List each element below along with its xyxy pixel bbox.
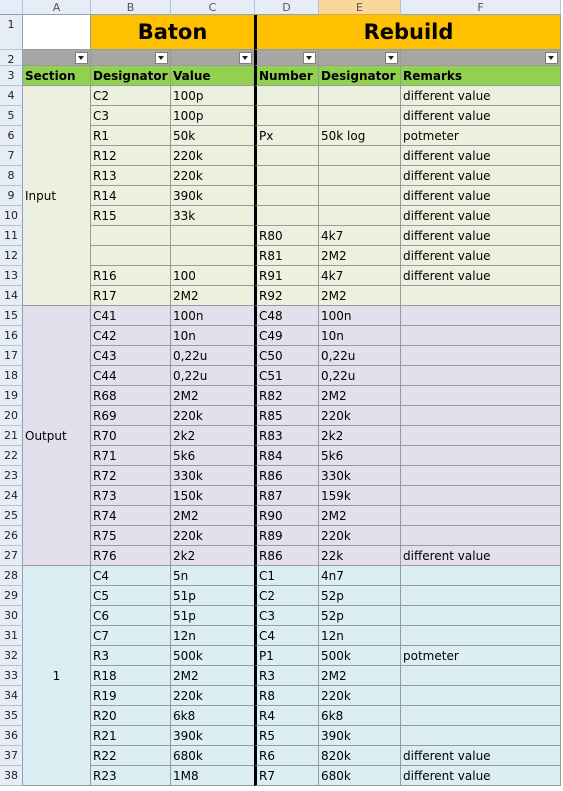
- table-cell[interactable]: [401, 346, 561, 366]
- table-cell[interactable]: C42: [91, 326, 171, 346]
- table-cell[interactable]: 10n: [171, 326, 255, 346]
- column-header-f[interactable]: F: [401, 0, 561, 15]
- column-header-d[interactable]: D: [255, 0, 319, 15]
- row-header-30[interactable]: 30: [0, 606, 23, 626]
- table-cell[interactable]: R75: [91, 526, 171, 546]
- table-cell[interactable]: R91: [254, 266, 319, 286]
- filter-cell[interactable]: [401, 50, 561, 66]
- table-cell[interactable]: R5: [254, 726, 319, 746]
- table-cell[interactable]: 52p: [319, 586, 401, 606]
- table-cell[interactable]: R82: [254, 386, 319, 406]
- table-cell[interactable]: R23: [91, 766, 171, 786]
- table-cell[interactable]: 500k: [171, 646, 255, 666]
- table-cell[interactable]: 2M2: [171, 506, 255, 526]
- table-cell[interactable]: Px: [254, 126, 319, 146]
- table-cell[interactable]: [401, 626, 561, 646]
- table-cell[interactable]: 390k: [171, 186, 255, 206]
- table-cell[interactable]: C3: [91, 106, 171, 126]
- table-cell[interactable]: [171, 246, 255, 266]
- table-cell[interactable]: 1M8: [171, 766, 255, 786]
- row-header-3[interactable]: 3: [0, 66, 23, 86]
- header-value[interactable]: Value: [171, 66, 255, 86]
- table-cell[interactable]: 390k: [319, 726, 401, 746]
- row-header-29[interactable]: 29: [0, 586, 23, 606]
- table-cell[interactable]: [401, 686, 561, 706]
- table-cell[interactable]: [319, 86, 401, 106]
- table-cell[interactable]: R69: [91, 406, 171, 426]
- table-cell[interactable]: 820k: [319, 746, 401, 766]
- table-cell[interactable]: potmeter: [401, 646, 561, 666]
- table-cell[interactable]: C48: [254, 306, 319, 326]
- table-cell[interactable]: [401, 526, 561, 546]
- row-header-33[interactable]: 33: [0, 666, 23, 686]
- table-cell[interactable]: [401, 666, 561, 686]
- table-cell[interactable]: R12: [91, 146, 171, 166]
- row-header-37[interactable]: 37: [0, 746, 23, 766]
- table-cell[interactable]: R14: [91, 186, 171, 206]
- row-header-35[interactable]: 35: [0, 706, 23, 726]
- table-cell[interactable]: C4: [91, 566, 171, 586]
- table-cell[interactable]: 12n: [319, 626, 401, 646]
- header-section[interactable]: Section: [23, 66, 91, 86]
- table-cell[interactable]: 680k: [171, 746, 255, 766]
- row-header-24[interactable]: 24: [0, 486, 23, 506]
- table-cell[interactable]: 12n: [171, 626, 255, 646]
- table-cell[interactable]: 150k: [171, 486, 255, 506]
- table-cell[interactable]: R1: [91, 126, 171, 146]
- row-header-22[interactable]: 22: [0, 446, 23, 466]
- table-cell[interactable]: C50: [254, 346, 319, 366]
- title-baton[interactable]: Baton: [91, 15, 255, 50]
- section-cell[interactable]: Output: [23, 306, 91, 566]
- table-cell[interactable]: C6: [91, 606, 171, 626]
- title-rebuild[interactable]: Rebuild: [254, 15, 561, 50]
- table-cell[interactable]: 100p: [171, 86, 255, 106]
- column-header-a[interactable]: A: [23, 0, 91, 15]
- table-cell[interactable]: 4n7: [319, 566, 401, 586]
- table-cell[interactable]: R16: [91, 266, 171, 286]
- table-cell[interactable]: C2: [91, 86, 171, 106]
- table-cell[interactable]: 50k: [171, 126, 255, 146]
- row-header-14[interactable]: 14: [0, 286, 23, 306]
- row-header-7[interactable]: 7: [0, 146, 23, 166]
- table-cell[interactable]: [254, 106, 319, 126]
- filter-dropdown-icon[interactable]: [545, 52, 558, 64]
- table-cell[interactable]: 220k: [171, 166, 255, 186]
- row-header-15[interactable]: 15: [0, 306, 23, 326]
- table-cell[interactable]: 51p: [171, 606, 255, 626]
- table-cell[interactable]: [401, 566, 561, 586]
- table-cell[interactable]: [319, 106, 401, 126]
- table-cell[interactable]: [401, 386, 561, 406]
- table-cell[interactable]: R4: [254, 706, 319, 726]
- table-cell[interactable]: P1: [254, 646, 319, 666]
- table-cell[interactable]: C41: [91, 306, 171, 326]
- table-cell[interactable]: [401, 506, 561, 526]
- row-header-13[interactable]: 13: [0, 266, 23, 286]
- row-header-9[interactable]: 9: [0, 186, 23, 206]
- table-cell[interactable]: [401, 446, 561, 466]
- table-cell[interactable]: 5k6: [319, 446, 401, 466]
- table-cell[interactable]: C1: [254, 566, 319, 586]
- table-cell[interactable]: C2: [254, 586, 319, 606]
- column-header-c[interactable]: C: [171, 0, 255, 15]
- section-cell[interactable]: Input: [23, 86, 91, 306]
- table-cell[interactable]: 220k: [171, 526, 255, 546]
- table-cell[interactable]: R6: [254, 746, 319, 766]
- table-cell[interactable]: [254, 206, 319, 226]
- table-cell[interactable]: 2k2: [171, 426, 255, 446]
- table-cell[interactable]: R20: [91, 706, 171, 726]
- table-cell[interactable]: [401, 366, 561, 386]
- table-cell[interactable]: R8: [254, 686, 319, 706]
- table-cell[interactable]: R3: [91, 646, 171, 666]
- table-cell[interactable]: [91, 246, 171, 266]
- table-cell[interactable]: different value: [401, 166, 561, 186]
- table-cell[interactable]: different value: [401, 546, 561, 566]
- table-cell[interactable]: [319, 206, 401, 226]
- table-cell[interactable]: R18: [91, 666, 171, 686]
- table-cell[interactable]: different value: [401, 226, 561, 246]
- filter-dropdown-icon[interactable]: [155, 52, 168, 64]
- row-header-34[interactable]: 34: [0, 686, 23, 706]
- table-cell[interactable]: R73: [91, 486, 171, 506]
- table-cell[interactable]: [401, 466, 561, 486]
- table-cell[interactable]: 500k: [319, 646, 401, 666]
- row-header-11[interactable]: 11: [0, 226, 23, 246]
- table-cell[interactable]: R90: [254, 506, 319, 526]
- table-cell[interactable]: R17: [91, 286, 171, 306]
- row-header-18[interactable]: 18: [0, 366, 23, 386]
- table-cell[interactable]: 4k7: [319, 226, 401, 246]
- table-cell[interactable]: 2k2: [171, 546, 255, 566]
- table-cell[interactable]: R84: [254, 446, 319, 466]
- table-cell[interactable]: different value: [401, 206, 561, 226]
- row-header-32[interactable]: 32: [0, 646, 23, 666]
- table-cell[interactable]: R80: [254, 226, 319, 246]
- table-cell[interactable]: 220k: [319, 406, 401, 426]
- table-cell[interactable]: R3: [254, 666, 319, 686]
- table-cell[interactable]: [401, 406, 561, 426]
- row-header-38[interactable]: 38: [0, 766, 23, 786]
- row-header-25[interactable]: 25: [0, 506, 23, 526]
- table-cell[interactable]: R76: [91, 546, 171, 566]
- table-cell[interactable]: [401, 326, 561, 346]
- table-cell[interactable]: 2M2: [171, 286, 255, 306]
- table-cell[interactable]: 52p: [319, 606, 401, 626]
- table-cell[interactable]: R74: [91, 506, 171, 526]
- table-cell[interactable]: 220k: [171, 146, 255, 166]
- table-cell[interactable]: [91, 226, 171, 246]
- table-cell[interactable]: [254, 186, 319, 206]
- table-cell[interactable]: different value: [401, 86, 561, 106]
- table-cell[interactable]: 100p: [171, 106, 255, 126]
- table-cell[interactable]: 159k: [319, 486, 401, 506]
- table-cell[interactable]: 220k: [171, 406, 255, 426]
- table-cell[interactable]: different value: [401, 266, 561, 286]
- table-cell[interactable]: C49: [254, 326, 319, 346]
- row-header-21[interactable]: 21: [0, 426, 23, 446]
- table-cell[interactable]: R70: [91, 426, 171, 446]
- table-cell[interactable]: 5n: [171, 566, 255, 586]
- table-cell[interactable]: 2M2: [319, 506, 401, 526]
- table-cell[interactable]: [401, 306, 561, 326]
- table-cell[interactable]: 220k: [319, 686, 401, 706]
- table-cell[interactable]: 6k8: [319, 706, 401, 726]
- row-header-20[interactable]: 20: [0, 406, 23, 426]
- table-cell[interactable]: C4: [254, 626, 319, 646]
- table-cell[interactable]: R13: [91, 166, 171, 186]
- table-cell[interactable]: R87: [254, 486, 319, 506]
- row-header-12[interactable]: 12: [0, 246, 23, 266]
- row-header-27[interactable]: 27: [0, 546, 23, 566]
- row-header-36[interactable]: 36: [0, 726, 23, 746]
- table-cell[interactable]: 680k: [319, 766, 401, 786]
- table-cell[interactable]: C43: [91, 346, 171, 366]
- row-header-26[interactable]: 26: [0, 526, 23, 546]
- table-cell[interactable]: [319, 146, 401, 166]
- row-header-17[interactable]: 17: [0, 346, 23, 366]
- row-header-16[interactable]: 16: [0, 326, 23, 346]
- filter-dropdown-icon[interactable]: [385, 52, 398, 64]
- table-cell[interactable]: R72: [91, 466, 171, 486]
- table-cell[interactable]: 100: [171, 266, 255, 286]
- table-cell[interactable]: 33k: [171, 206, 255, 226]
- table-cell[interactable]: C7: [91, 626, 171, 646]
- row-header-2[interactable]: 2: [0, 50, 23, 66]
- row-header-31[interactable]: 31: [0, 626, 23, 646]
- table-cell[interactable]: different value: [401, 186, 561, 206]
- table-cell[interactable]: 6k8: [171, 706, 255, 726]
- filter-cell[interactable]: [91, 50, 171, 66]
- table-cell[interactable]: 10n: [319, 326, 401, 346]
- table-cell[interactable]: R19: [91, 686, 171, 706]
- table-cell[interactable]: R92: [254, 286, 319, 306]
- filter-dropdown-icon[interactable]: [303, 52, 316, 64]
- row-header-23[interactable]: 23: [0, 466, 23, 486]
- filter-cell[interactable]: [319, 50, 401, 66]
- table-cell[interactable]: [401, 706, 561, 726]
- table-cell[interactable]: R85: [254, 406, 319, 426]
- table-cell[interactable]: [401, 586, 561, 606]
- table-cell[interactable]: 51p: [171, 586, 255, 606]
- table-cell[interactable]: 50k log: [319, 126, 401, 146]
- cell-a1[interactable]: [23, 15, 91, 50]
- table-cell[interactable]: R15: [91, 206, 171, 226]
- table-cell[interactable]: 2M2: [171, 666, 255, 686]
- table-cell[interactable]: 2M2: [319, 386, 401, 406]
- table-cell[interactable]: R7: [254, 766, 319, 786]
- table-cell[interactable]: R71: [91, 446, 171, 466]
- table-cell[interactable]: 2M2: [319, 246, 401, 266]
- table-cell[interactable]: [319, 166, 401, 186]
- table-cell[interactable]: 0,22u: [319, 366, 401, 386]
- table-cell[interactable]: C3: [254, 606, 319, 626]
- table-cell[interactable]: 330k: [319, 466, 401, 486]
- table-cell[interactable]: R86: [254, 546, 319, 566]
- column-header-b[interactable]: B: [91, 0, 171, 15]
- table-cell[interactable]: [401, 486, 561, 506]
- table-cell[interactable]: different value: [401, 246, 561, 266]
- table-cell[interactable]: [401, 726, 561, 746]
- row-header-19[interactable]: 19: [0, 386, 23, 406]
- table-cell[interactable]: [254, 86, 319, 106]
- row-header-1[interactable]: 1: [0, 15, 23, 50]
- table-cell[interactable]: [171, 226, 255, 246]
- table-cell[interactable]: different value: [401, 146, 561, 166]
- filter-dropdown-icon[interactable]: [239, 52, 252, 64]
- header-remarks[interactable]: Remarks: [401, 66, 561, 86]
- filter-dropdown-icon[interactable]: [75, 52, 88, 64]
- table-cell[interactable]: [319, 186, 401, 206]
- row-header-10[interactable]: 10: [0, 206, 23, 226]
- table-cell[interactable]: [401, 286, 561, 306]
- table-cell[interactable]: 2M2: [319, 286, 401, 306]
- table-cell[interactable]: [401, 426, 561, 446]
- table-cell[interactable]: C5: [91, 586, 171, 606]
- table-cell[interactable]: 100n: [171, 306, 255, 326]
- table-cell[interactable]: 330k: [171, 466, 255, 486]
- table-cell[interactable]: 220k: [319, 526, 401, 546]
- table-cell[interactable]: R81: [254, 246, 319, 266]
- table-cell[interactable]: potmeter: [401, 126, 561, 146]
- filter-cell[interactable]: [23, 50, 91, 66]
- table-cell[interactable]: 2k2: [319, 426, 401, 446]
- table-cell[interactable]: 2M2: [319, 666, 401, 686]
- section-cell[interactable]: 1: [23, 566, 91, 786]
- column-header-e[interactable]: E: [319, 0, 401, 15]
- table-cell[interactable]: R86: [254, 466, 319, 486]
- filter-cell[interactable]: [171, 50, 255, 66]
- table-cell[interactable]: 0,22u: [171, 366, 255, 386]
- table-cell[interactable]: 4k7: [319, 266, 401, 286]
- table-cell[interactable]: different value: [401, 766, 561, 786]
- table-cell[interactable]: 390k: [171, 726, 255, 746]
- select-all-corner[interactable]: [0, 0, 23, 15]
- table-cell[interactable]: [254, 146, 319, 166]
- table-cell[interactable]: [254, 166, 319, 186]
- header-number[interactable]: Number: [254, 66, 319, 86]
- table-cell[interactable]: different value: [401, 106, 561, 126]
- table-cell[interactable]: 0,22u: [319, 346, 401, 366]
- table-cell[interactable]: 2M2: [171, 386, 255, 406]
- table-cell[interactable]: R68: [91, 386, 171, 406]
- table-cell[interactable]: C44: [91, 366, 171, 386]
- table-cell[interactable]: different value: [401, 746, 561, 766]
- row-header-8[interactable]: 8: [0, 166, 23, 186]
- table-cell[interactable]: R89: [254, 526, 319, 546]
- row-header-5[interactable]: 5: [0, 106, 23, 126]
- table-cell[interactable]: R21: [91, 726, 171, 746]
- table-cell[interactable]: R83: [254, 426, 319, 446]
- table-cell[interactable]: 5k6: [171, 446, 255, 466]
- row-header-4[interactable]: 4: [0, 86, 23, 106]
- row-header-28[interactable]: 28: [0, 566, 23, 586]
- row-header-6[interactable]: 6: [0, 126, 23, 146]
- table-cell[interactable]: 100n: [319, 306, 401, 326]
- table-cell[interactable]: 220k: [171, 686, 255, 706]
- table-cell[interactable]: [401, 606, 561, 626]
- header-designator[interactable]: Designator: [91, 66, 171, 86]
- table-cell[interactable]: R22: [91, 746, 171, 766]
- table-cell[interactable]: 22k: [319, 546, 401, 566]
- table-cell[interactable]: C51: [254, 366, 319, 386]
- filter-cell[interactable]: [254, 50, 319, 66]
- header-designator[interactable]: Designator: [319, 66, 401, 86]
- table-cell[interactable]: 0,22u: [171, 346, 255, 366]
